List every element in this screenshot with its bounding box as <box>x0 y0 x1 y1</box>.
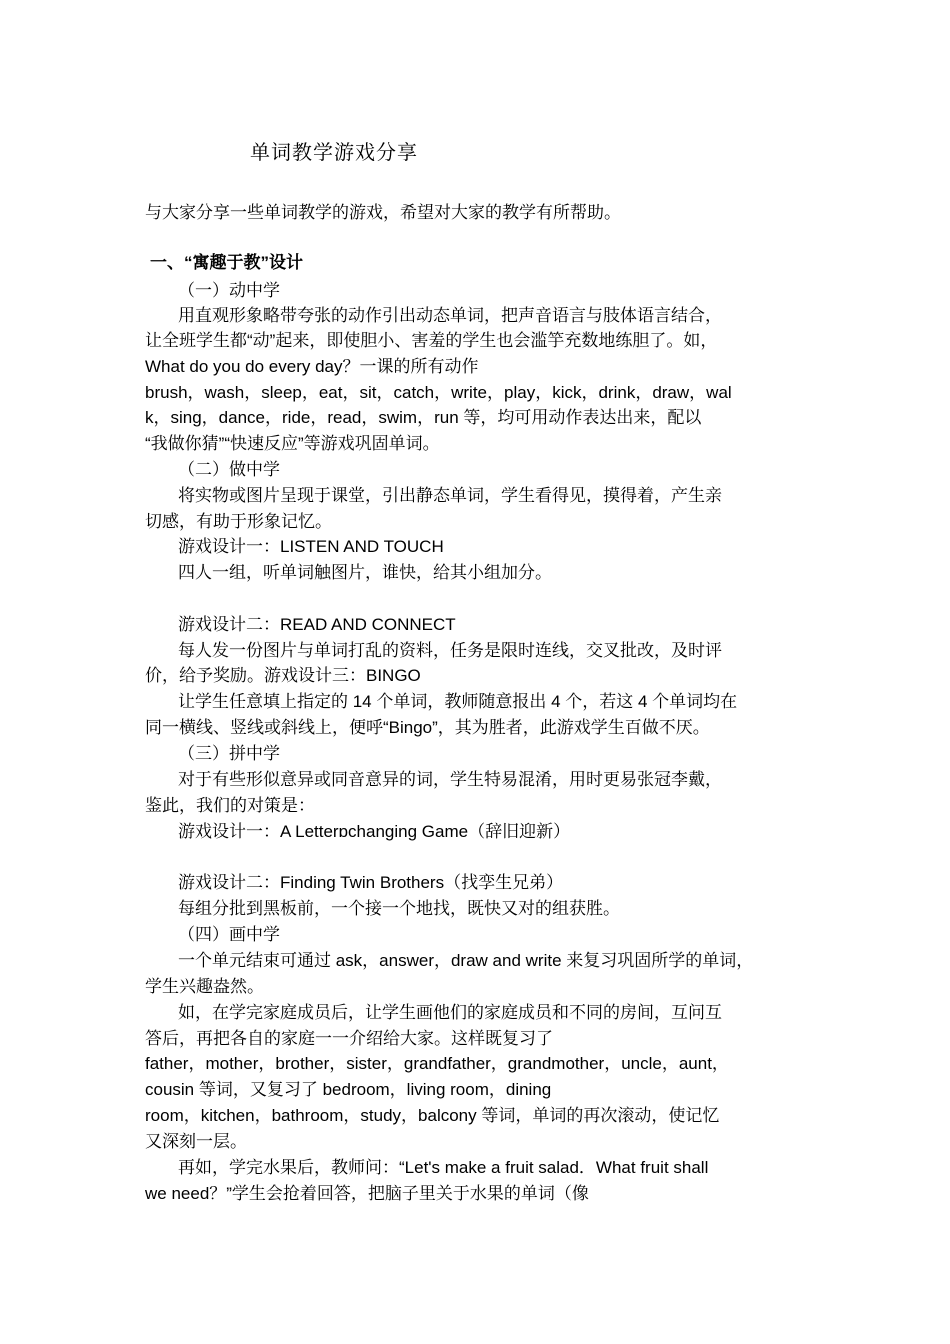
text-line: 学生兴趣盎然。 <box>145 977 264 996</box>
text-line: 同一横线、竖线或斜线上，便呼“Bingo”，其为胜者，此游戏学生百做不厌。 <box>145 718 710 737</box>
text-line: 每组分批到黑板前，一个接一个地找，既快又对的组获胜。 <box>178 899 620 918</box>
subsection-heading-4: （四）画中学 <box>178 925 280 944</box>
text-line: 游戏设计一：A Letterɒchanging Game（辞旧迎新） <box>178 822 571 841</box>
text-line: 让学生任意填上指定的 14 个单词，教师随意报出 4 个，若这 4 个单词均在 <box>178 692 738 711</box>
text-line: 再如，学完水果后，教师问：“Let's make a fruit salad．What fruit shall <box>178 1158 709 1177</box>
text-line: 切感，有助于形象记忆。 <box>145 512 332 531</box>
text-line: What do you do every day？一课的所有动作 <box>145 357 479 376</box>
text-line: 将实物或图片呈现于课堂，引出静态单词，学生看得见，摸得着，产生亲 <box>178 486 722 505</box>
text-line: 让全班学生都“动”起来，即使胆小、害羞的学生也会滥竽充数地练胆了。如， <box>145 331 718 350</box>
text-line: k，sing，dance，ride，read，swim，run 等，均可用动作表达出来，配以 <box>145 408 702 427</box>
document-title: 单词教学游戏分享 <box>250 140 418 164</box>
subsection-heading-1: （一）动中学 <box>178 281 280 300</box>
text-line: “我做你猜”“快速反应”等游戏巩固单词。 <box>145 434 440 453</box>
text-line: 价，给予奖励。游戏设计三：BINGO <box>145 666 421 685</box>
intro-paragraph: 与大家分享一些单词教学的游戏，希望对大家的教学有所帮助。 <box>145 203 621 222</box>
text-line: brush，wash，sleep，eat，sit，catch，write，play，kick，drink，draw，wal <box>145 383 732 402</box>
text-line: 一个单元结束可通过 ask，answer，draw and write 来复习巩固所学的单词， <box>178 951 754 970</box>
text-line: 游戏设计二：READ AND CONNECT <box>178 615 456 634</box>
text-line: father，mother，brother，sister，grandfather，grandmother，uncle，aunt， <box>145 1054 729 1073</box>
text-line: 用直观形象略带夸张的动作引出动态单词，把声音语言与肢体语言结合， <box>178 306 722 325</box>
text-line: 又深刻一层。 <box>145 1132 247 1151</box>
text-line: room，kitchen，bathroom，study，balcony 等词，单词的再次滚动，使记忆 <box>145 1106 720 1125</box>
subsection-heading-2: （二）做中学 <box>178 460 280 479</box>
text-line: 如，在学完家庭成员后，让学生画他们的家庭成员和不同的房间，互问互 <box>178 1003 722 1022</box>
section-heading-1: 一、“寓趣于教”设计 <box>150 253 303 272</box>
text-line: 四人一组，听单词触图片，谁快，给其小组加分。 <box>178 563 552 582</box>
subsection-heading-3: （三）拼中学 <box>178 744 280 763</box>
text-line: 答后，再把各自的家庭一一介绍给大家。这样既复习了 <box>145 1029 553 1048</box>
text-line: 游戏设计一：LISTEN AND TOUCH <box>178 537 444 556</box>
text-line: 对于有些形似意异或同音意异的词，学生特易混淆，用时更易张冠李戴， <box>178 770 722 789</box>
text-line: 游戏设计二：Finding Twin Brothers（找孪生兄弟） <box>178 873 564 892</box>
text-line: we need？”学生会抢着回答，把脑子里关于水果的单词（像 <box>145 1184 589 1203</box>
text-line: 每人发一份图片与单词打乱的资料，任务是限时连线，交叉批改，及时评 <box>178 641 722 660</box>
text-line: 鉴此，我们的对策是： <box>145 796 315 815</box>
text-line: cousin 等词，又复习了 bedroom，living room，dining <box>145 1080 552 1099</box>
